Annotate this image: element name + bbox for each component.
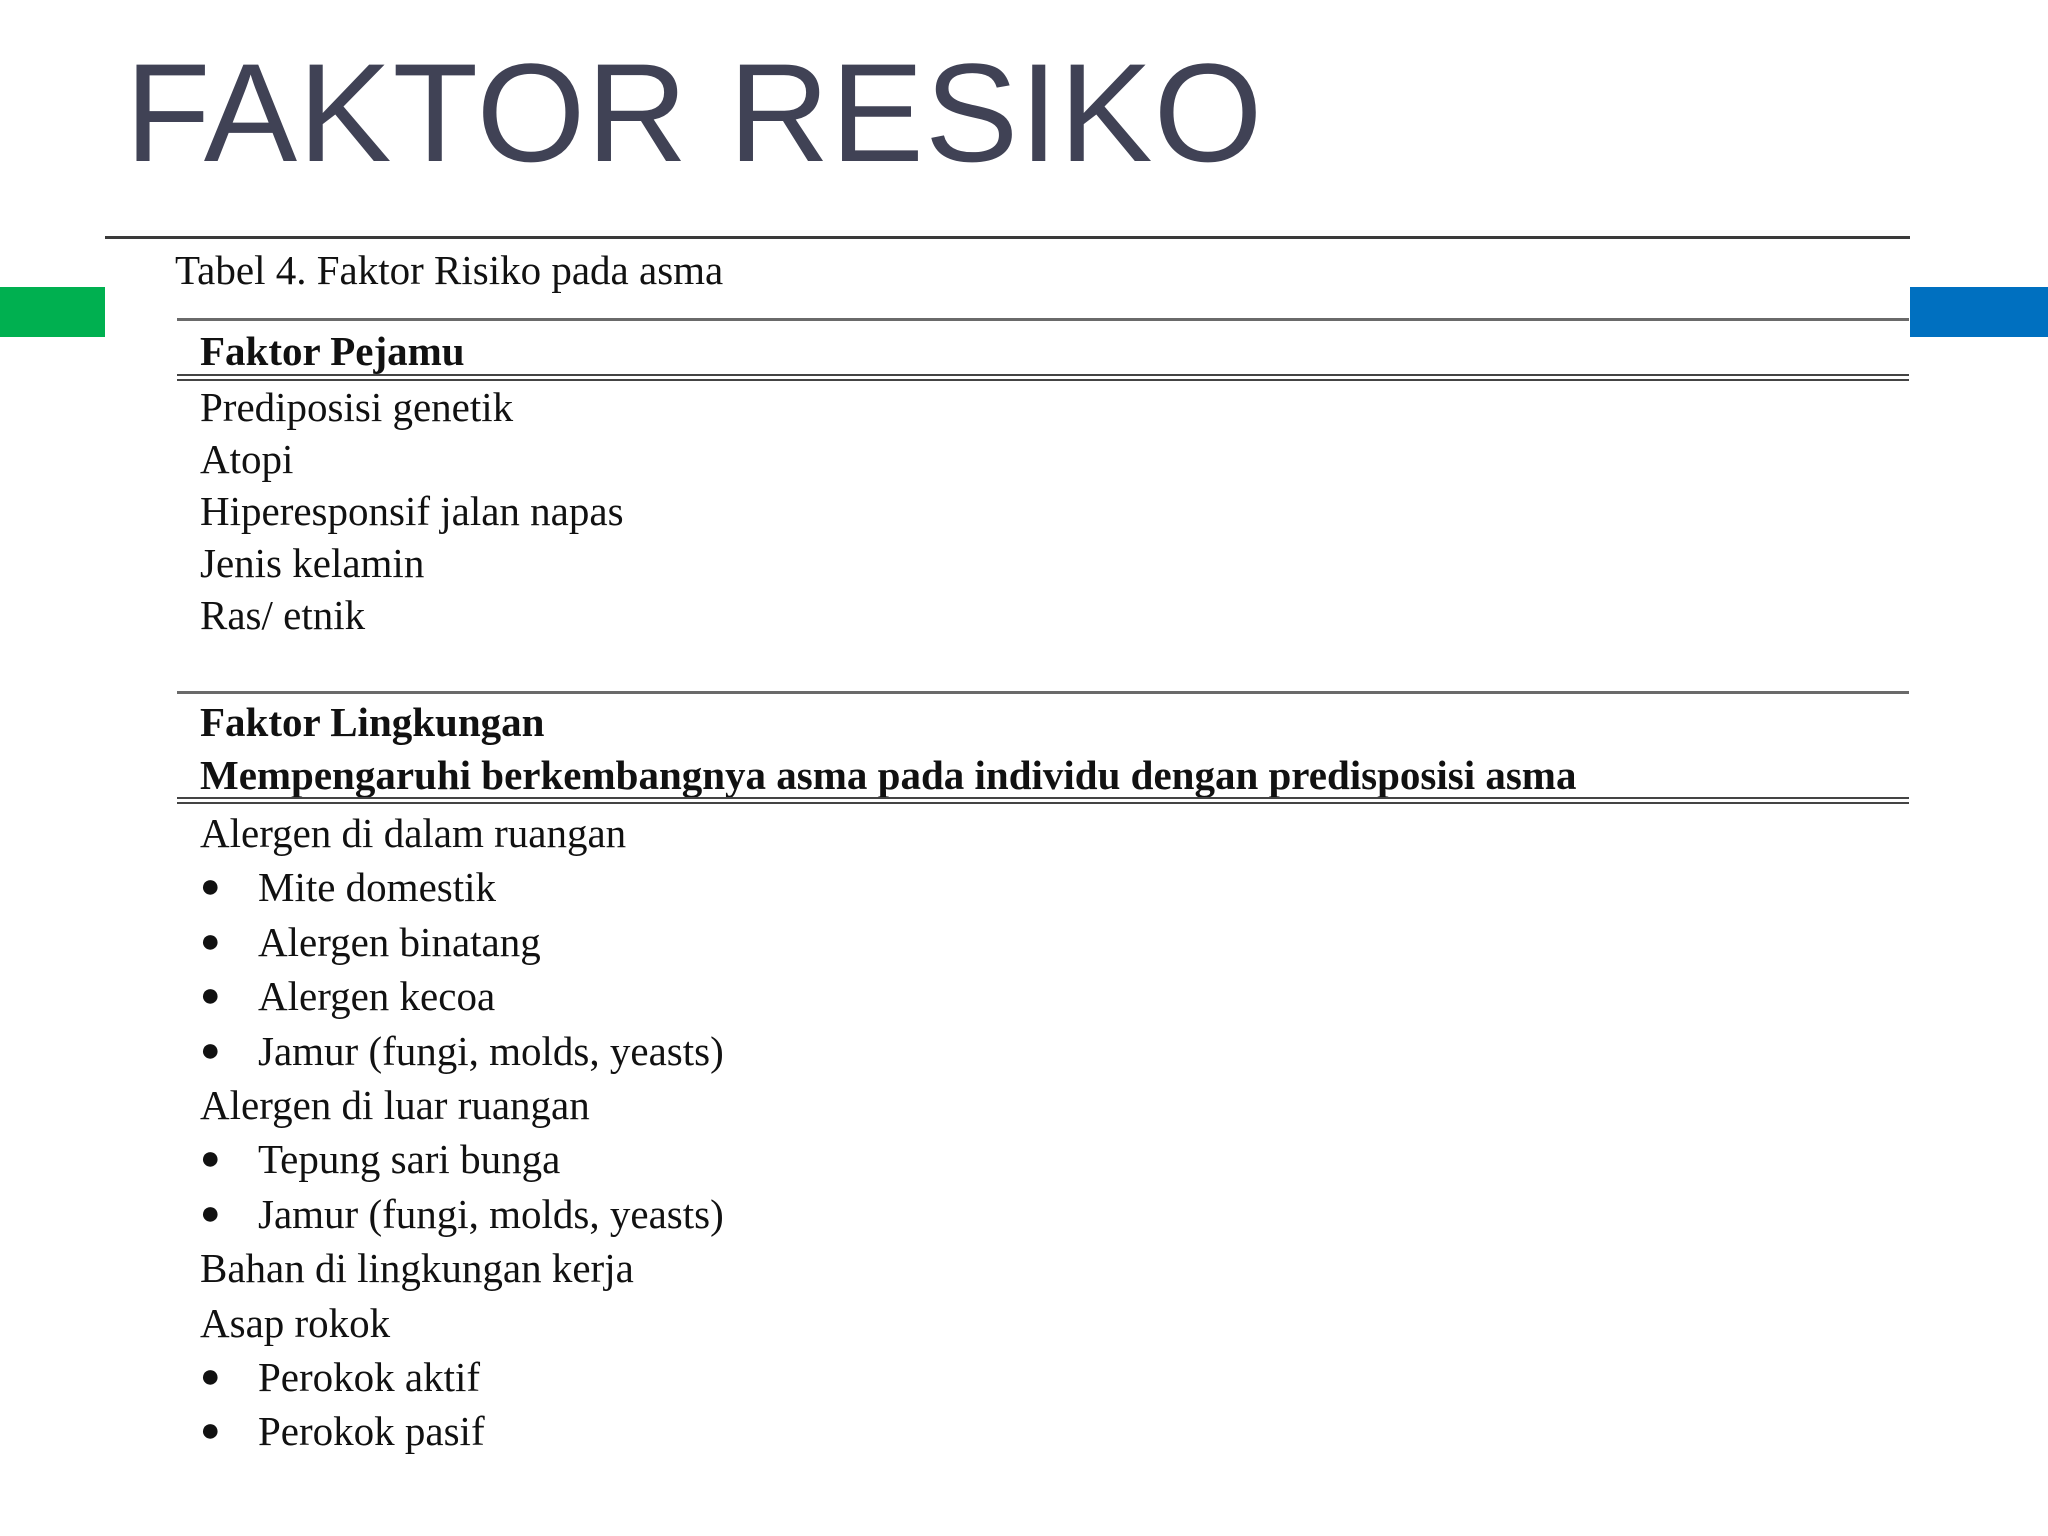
bullet-list-item (200, 1350, 724, 1404)
bullet-icon: ● (200, 1031, 221, 1069)
list-item-text: Alergen di luar ruangan (200, 1081, 590, 1128)
environment-factor-subheading: Mempengaruhi berkembangnya asma pada individu dengan predisposisi asma (200, 752, 1577, 798)
slide-title: FAKTOR RESIKO (125, 34, 1264, 191)
host-factor-list (200, 381, 624, 641)
host-factor-heading: Faktor Pejamu (200, 328, 465, 374)
bullet-list-item (200, 1024, 724, 1078)
list-item-text: Jamur (fungi, molds, yeasts) (258, 1027, 724, 1074)
list-item: Prediposisi genetik (200, 384, 514, 430)
list-item-text: Jamur (fungi, molds, yeasts) (258, 1190, 724, 1237)
environment-factor-list (200, 806, 724, 1459)
bullet-list-item (200, 1187, 724, 1241)
host-header-top-rule (177, 318, 1909, 321)
accent-bar-left (0, 287, 105, 337)
list-item (200, 1078, 724, 1132)
bullet-list-item (200, 860, 724, 914)
accent-bar-right (1910, 287, 2048, 337)
list-item-text: Alergen binatang (258, 918, 541, 965)
table-caption: Tabel 4. Faktor Risiko pada asma (175, 247, 724, 293)
bullet-icon: ● (200, 1194, 221, 1232)
list-item (200, 806, 724, 860)
list-item: Atopi (200, 436, 294, 482)
list-item-text: Perokok aktif (258, 1353, 481, 1400)
bullet-list-item (200, 915, 724, 969)
bullet-list-item (200, 969, 724, 1023)
list-item (200, 1296, 724, 1350)
list-item-text: Tepung sari bunga (258, 1136, 561, 1183)
list-item: Jenis kelamin (200, 540, 425, 586)
bullet-icon: ● (200, 1412, 221, 1450)
environment-header-bottom-rule (177, 797, 1909, 804)
list-item-text: Alergen kecoa (258, 973, 496, 1020)
list-item-text: Mite domestik (258, 864, 497, 911)
bullet-icon: ● (200, 977, 221, 1015)
bullet-icon: ● (200, 922, 221, 960)
list-item-text: Perokok pasif (258, 1408, 485, 1455)
bullet-list-item (200, 1404, 724, 1458)
list-item-text: Bahan di lingkungan kerja (200, 1245, 634, 1292)
bullet-icon: ● (200, 868, 221, 906)
list-item-text: Alergen di dalam ruangan (200, 810, 627, 856)
bullet-icon: ● (200, 1357, 221, 1395)
environment-factor-heading: Faktor Lingkungan (200, 699, 545, 745)
bullet-icon: ● (200, 1140, 221, 1178)
list-item: Hiperesponsif jalan napas (200, 488, 624, 534)
list-item (200, 1241, 724, 1295)
list-item-text: Asap rokok (200, 1299, 391, 1346)
table-top-rule (105, 236, 1910, 239)
list-item: Ras/ etnik (200, 592, 366, 638)
bullet-list-item (200, 1132, 724, 1186)
environment-header-top-rule (177, 691, 1909, 694)
host-header-bottom-rule (177, 374, 1909, 381)
